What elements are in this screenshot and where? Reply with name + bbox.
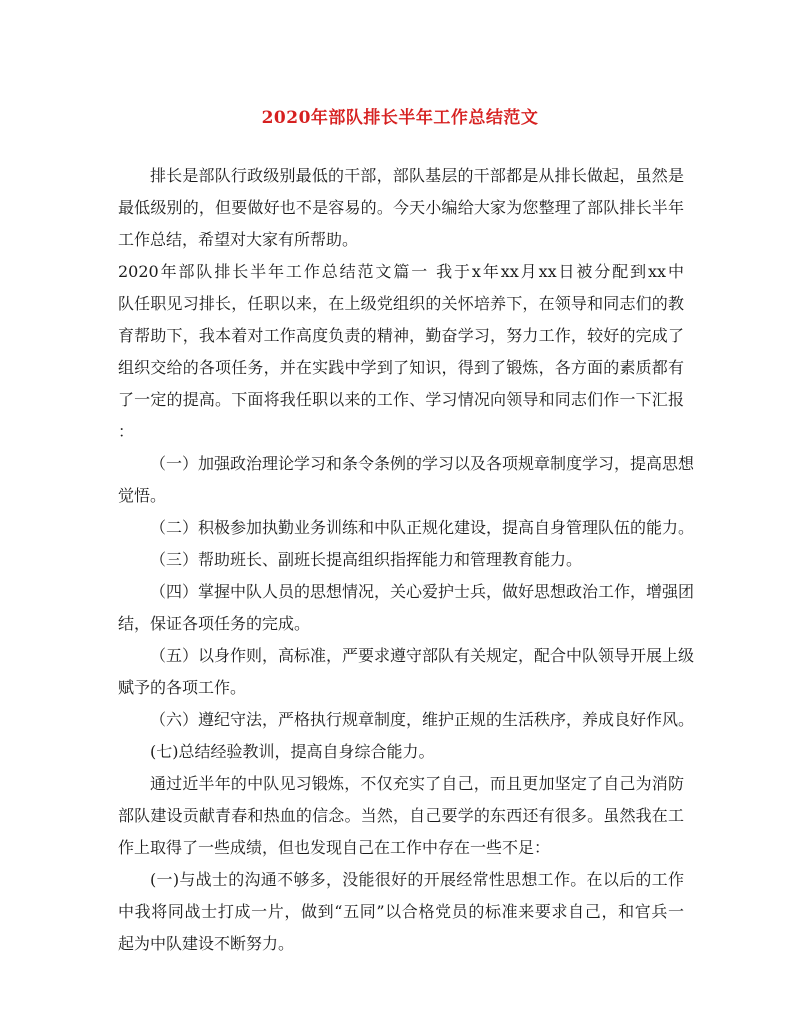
text-line: 作上取得了一些成绩，但也发现自己在工作中存在一些不足： <box>118 838 551 857</box>
document-body <box>118 160 695 960</box>
text-line: （四）掌握中队人员的思想情况，关心爱护士兵，做好思想政治工作，增强团 <box>150 582 695 601</box>
text-line: ： <box>118 422 135 441</box>
text-line: 觉悟。 <box>118 486 167 505</box>
text-line: 部队建设贡献青春和热血的信念。当然，自己要学的东西还有很多。虽然我在工 <box>118 806 684 825</box>
text-line: （六）遵纪守法，严格执行规章制度，维护正规的生活秩序，养成良好作风。 <box>150 710 695 729</box>
text-line: 队任职见习排长，任职以来，在上级党组织的关怀培养下，在领导和同志们的教 <box>118 294 684 313</box>
text-line: 工作总结，希望对大家有所帮助。 <box>118 230 359 249</box>
text-line: 中我将同战士打成一片，做到“五同”以合格党员的标准来要求自己，和官兵一 <box>118 902 684 921</box>
text-line: 育帮助下，我本着对工作高度负责的精神，勤奋学习，努力工作，较好的完成了 <box>118 326 684 345</box>
text-line: 通过近半年的中队见习锻炼，不仅充实了自己，而且更加坚定了自己为消防 <box>150 774 684 793</box>
text-line: （三）帮助班长、副班长提高组织指挥能力和管理教育能力。 <box>150 550 583 569</box>
text-line: 了一定的提高。下面将我任职以来的工作、学习情况向领导和同志们作一下汇报 <box>118 390 684 409</box>
text-line: 赋予的各项工作。 <box>118 678 247 697</box>
text-line: （二）积极参加执勤业务训练和中队正规化建设，提高自身管理队伍的能力。 <box>150 518 695 537</box>
text-line: （五）以身作则，高标准，严要求遵守部队有关规定，配合中队领导开展上级 <box>150 646 695 665</box>
text-line: (七)总结经验教训，提高自身综合能力。 <box>150 742 435 761</box>
document-title: 2020年部队排长半年工作总结范文 <box>261 108 539 128</box>
text-line: 起为中队建设不断努力。 <box>118 934 295 953</box>
text-line: 最低级别的，但要做好也不是容易的。今天小编给大家为您整理了部队排长半年 <box>118 198 684 217</box>
text-line: （一）加强政治理论学习和条令条例的学习以及各项规章制度学习，提高思想 <box>150 454 695 473</box>
text-line: 2020年部队排长半年工作总结范文篇一 我于x年xx月xx日被分配到xx中 <box>118 262 684 281</box>
text-line: 组织交给的各项任务，并在实践中学到了知识，得到了锻炼，各方面的素质都有 <box>118 358 684 377</box>
text-line: (一)与战士的沟通不够多，没能很好的开展经常性思想工作。在以后的工作 <box>150 870 684 889</box>
text-line: 结，保证各项任务的完成。 <box>118 614 311 633</box>
text-line: 排长是部队行政级别最低的干部，部队基层的干部都是从排长做起，虽然是 <box>150 166 684 185</box>
